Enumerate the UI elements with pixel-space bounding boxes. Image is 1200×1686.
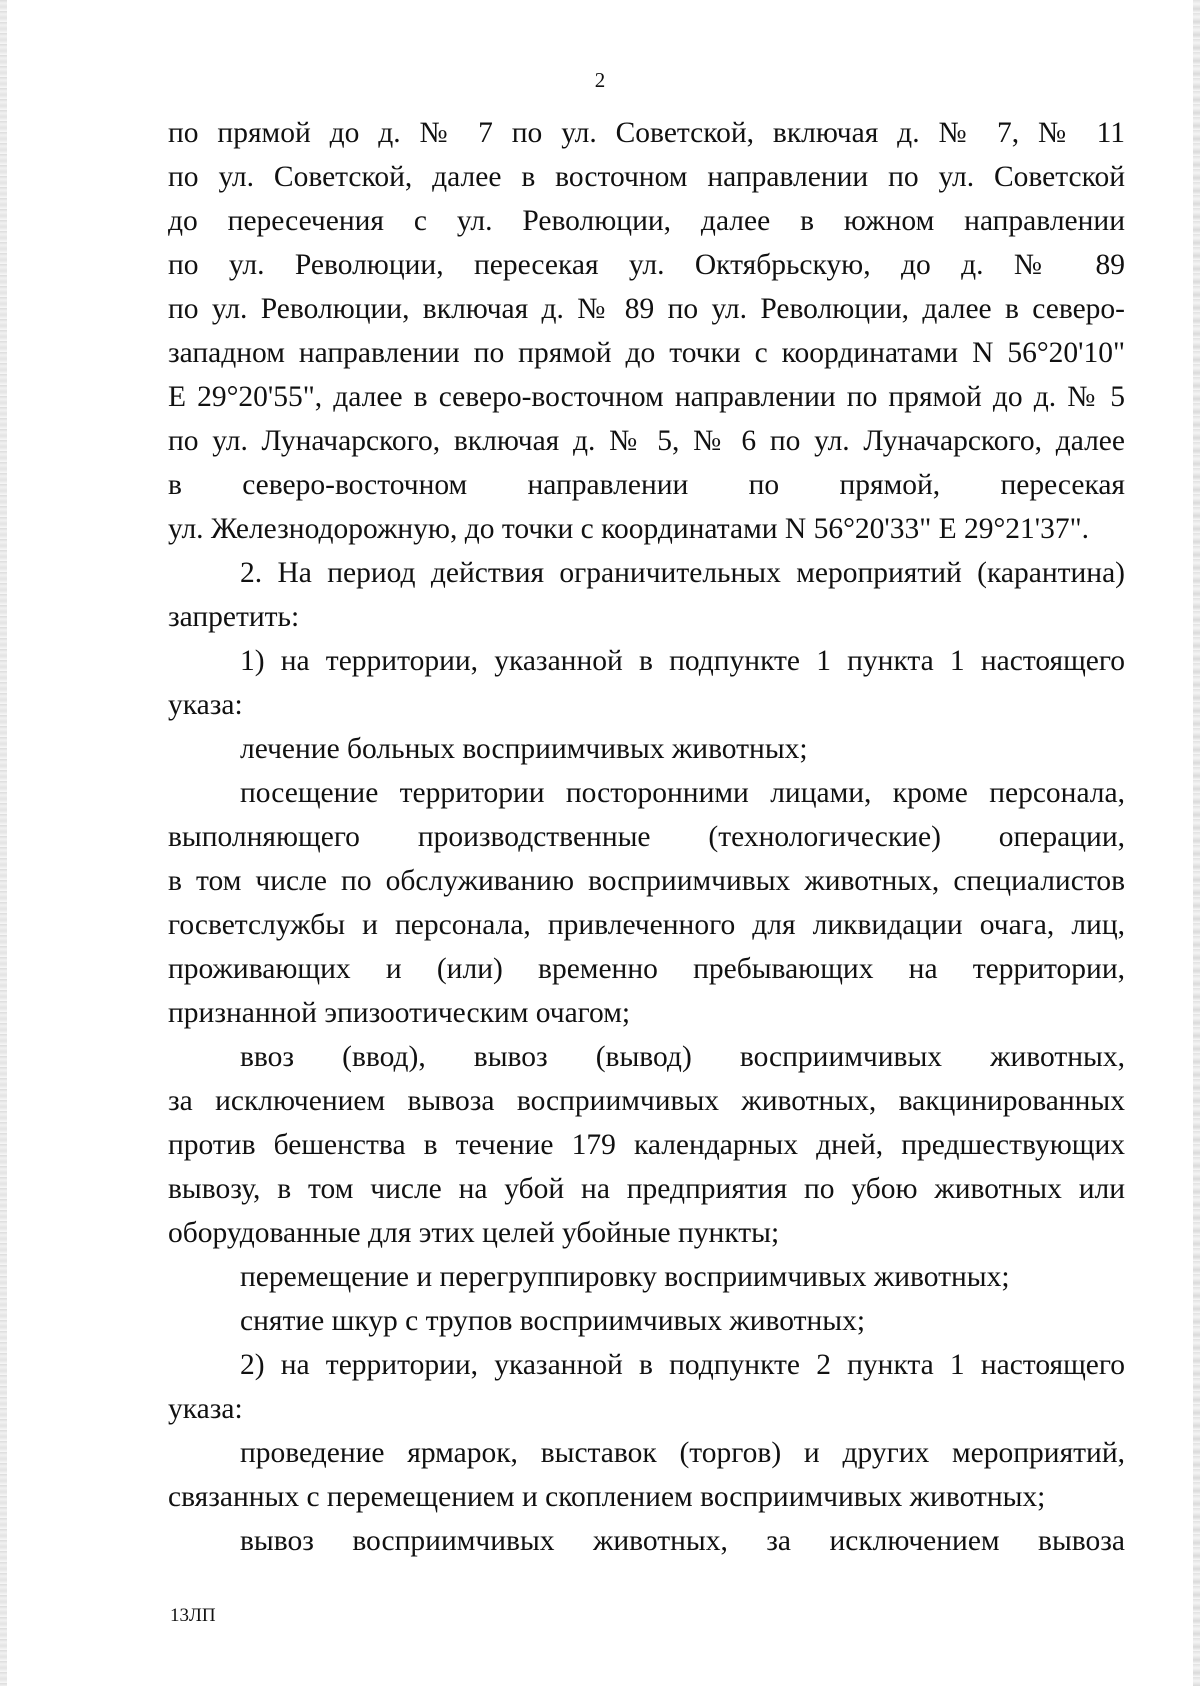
text-line: по прямой до д. № 7 по ул. Советской, включая д. № 7, № 11: [168, 117, 1125, 149]
page-number: 2: [594, 68, 606, 92]
text-line: по ул. Революции, включая д. № 89 по ул. Революции, далее в северо-: [168, 293, 1125, 325]
text-line: в том числе по обслуживанию восприимчивых животных, специалистов: [168, 865, 1125, 897]
text-line: госветслужбы и персонала, привлеченного для ликвидации очага, лиц,: [168, 909, 1125, 941]
text-line: лечение больных восприимчивых животных;: [240, 733, 808, 765]
text-line: ул. Железнодорожную, до точки с координатами N 56°20'33" E 29°21'37".: [168, 513, 1090, 545]
text-line: западном направлении по прямой до точки с координатами N 56°20'10": [168, 337, 1125, 369]
text-line: оборудованные для этих целей убойные пункты;: [168, 1217, 780, 1249]
text-line: за исключением вывоза восприимчивых животных, вакцинированных: [168, 1085, 1125, 1117]
document-body: [168, 111, 1125, 1563]
text-line: против бешенства в течение 179 календарных дней, предшествующих: [168, 1129, 1125, 1161]
text-line: 2) на территории, указанной в подпункте 2 пункта 1 настоящего: [240, 1349, 1125, 1381]
text-line: посещение территории посторонними лицами, кроме персонала,: [240, 777, 1125, 809]
text-line: связанных с перемещением и скоплением восприимчивых животных;: [168, 1481, 1046, 1513]
text-line: 1) на территории, указанной в подпункте 1 пункта 1 настоящего: [240, 645, 1125, 677]
text-line: проживающих и (или) временно пребывающих на территории,: [168, 953, 1125, 985]
text-line: признанной эпизоотическим очагом;: [168, 997, 631, 1029]
text-line: 2. На период действия ограничительных мероприятий (карантина): [240, 557, 1125, 589]
text-line: указа:: [168, 1393, 243, 1425]
text-line: по ул. Луначарского, включая д. № 5, № 6 по ул. Луначарского, далее: [168, 425, 1125, 457]
text-line: перемещение и перегруппировку восприимчивых животных;: [240, 1261, 1010, 1293]
text-line: ввоз (ввод), вывоз (вывод) восприимчивых животных,: [240, 1041, 1125, 1073]
text-line: проведение ярмарок, выставок (торгов) и других мероприятий,: [240, 1437, 1125, 1469]
text-line: в северо-восточном направлении по прямой, пересекая: [168, 469, 1125, 501]
text-line: снятие шкур с трупов восприимчивых животных;: [240, 1305, 866, 1337]
scan-edge-right: [1193, 0, 1200, 1686]
document-code: 13ЛП: [170, 1605, 216, 1626]
text-line: запретить:: [168, 601, 300, 633]
text-line: выполняющего производственные (технологические) операции,: [168, 821, 1125, 853]
text-line: указа:: [168, 689, 243, 721]
text-line: по ул. Советской, далее в восточном направлении по ул. Советской: [168, 161, 1125, 193]
scan-edge-left: [0, 0, 7, 1686]
text-line: вывоз восприимчивых животных, за исключением вывоза: [240, 1525, 1125, 1557]
text-line: до пересечения с ул. Революции, далее в южном направлении: [168, 205, 1125, 237]
text-line: вывозу, в том числе на убой на предприятия по убою животных или: [168, 1173, 1125, 1205]
text-line: по ул. Революции, пересекая ул. Октябрьскую, до д. № 89: [168, 249, 1125, 281]
text-line: E 29°20'55", далее в северо-восточном направлении по прямой до д. № 5: [168, 381, 1125, 413]
